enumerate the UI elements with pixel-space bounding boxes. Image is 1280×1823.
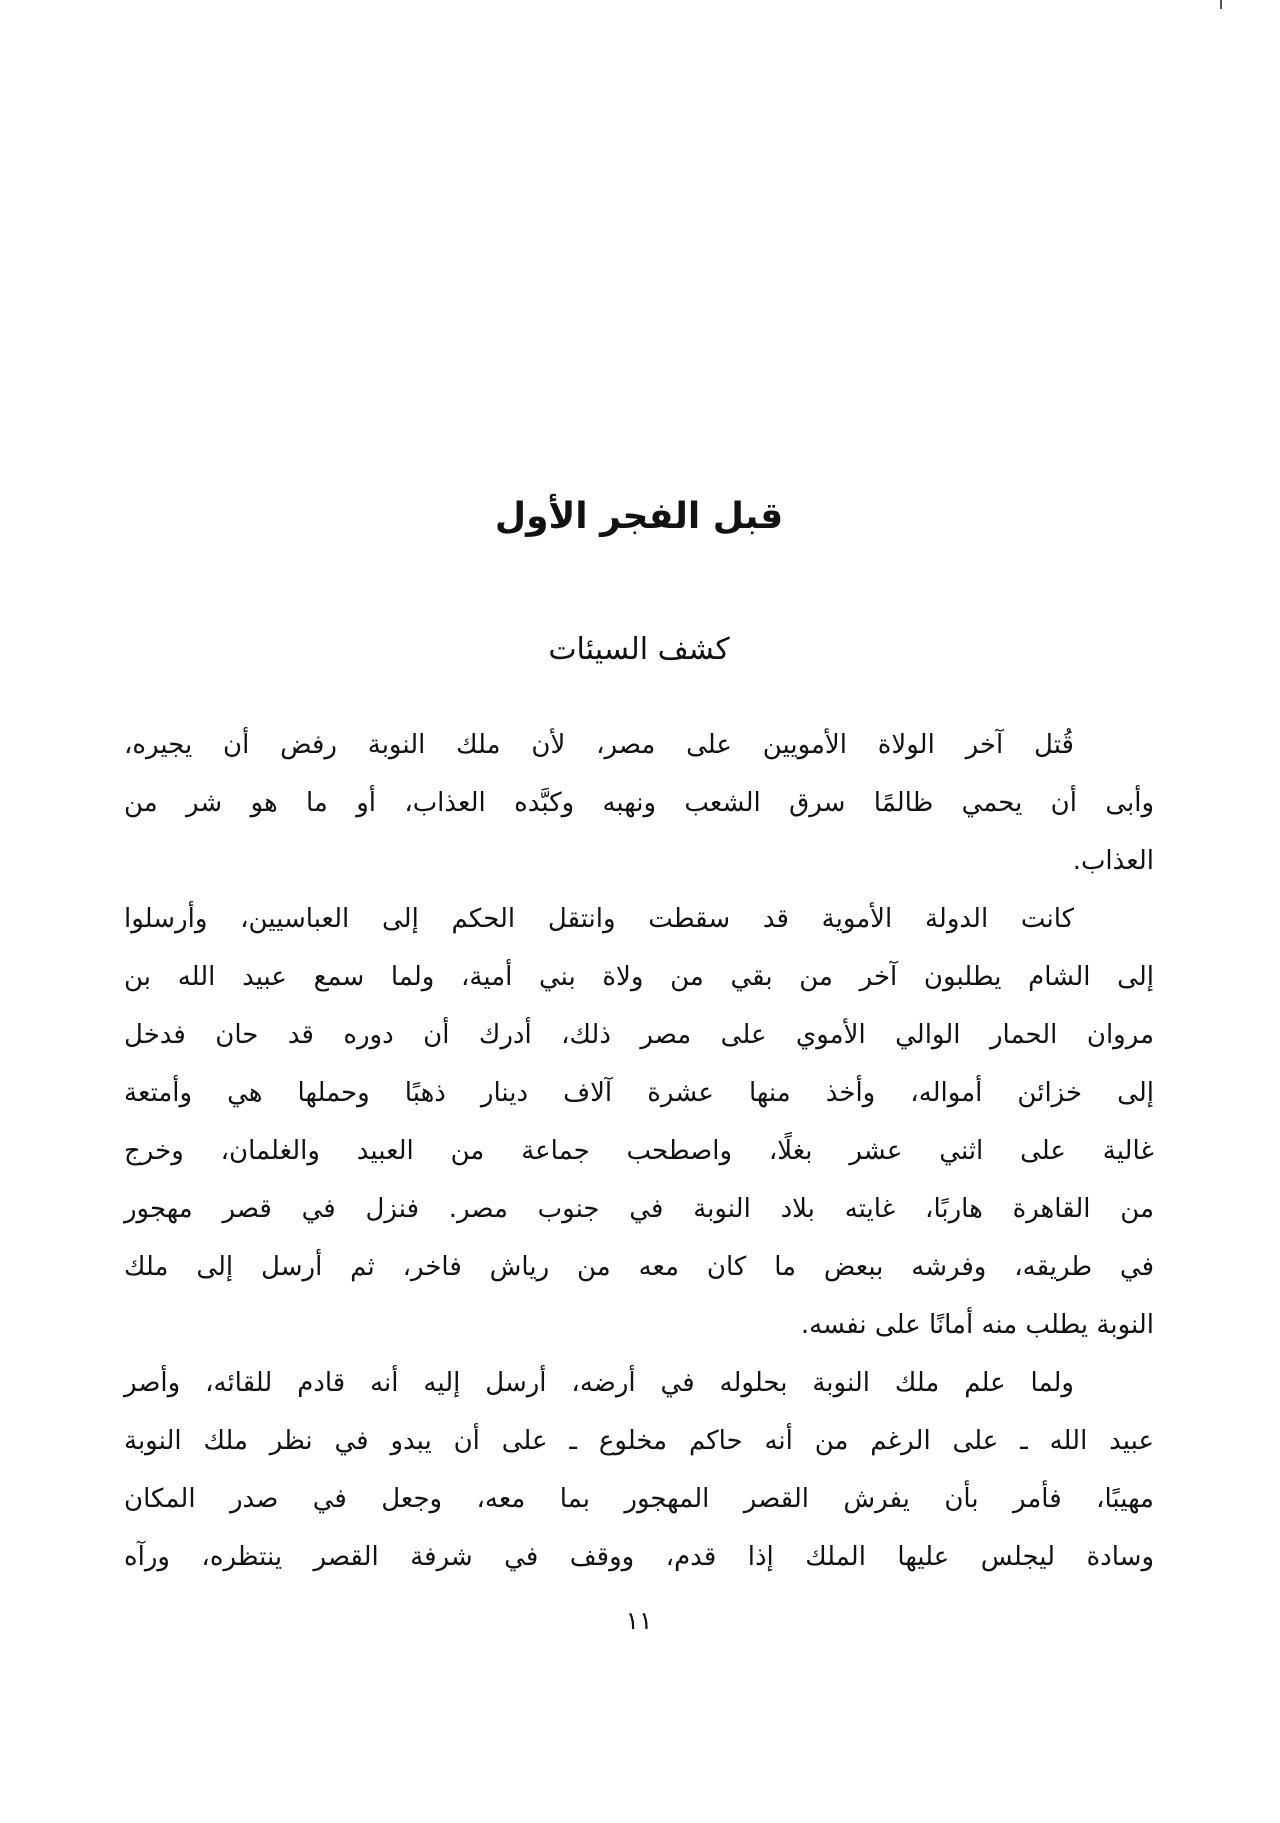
text-line: إلى الشام يطلبون آخر من بقي من ولاة بني أمية، ولما سمع عبيد الله بن — [124, 962, 1154, 992]
section-heading: كشف السيئات — [548, 632, 730, 667]
text-line: غالية على اثني عشر بغلًا، واصطحب جماعة من العبيد والغلمان، وخرج — [124, 1136, 1154, 1166]
body-text — [124, 716, 1154, 1586]
page-number: ١١ — [625, 1606, 653, 1635]
text-line: ولما علم ملك النوبة بحلوله في أرضه، أرسل إليه أنه قادم للقائه، وأصر — [124, 1368, 1074, 1398]
text-line: مهيبًا، فأمر بأن يفرش القصر المهجور بما معه، وجعل في صدر المكان — [124, 1484, 1154, 1514]
text-line: إلى خزائن أمواله، وأخذ منها عشرة آلاف دينار ذهبًا وحملها هي وأمتعة — [124, 1078, 1154, 1108]
text-line: كانت الدولة الأموية قد سقطت وانتقل الحكم إلى العباسيين، وأرسلوا — [124, 904, 1074, 934]
text-line: وسادة ليجلس عليها الملك إذا قدم، ووقف في شرفة القصر ينتظره، ورآه — [124, 1542, 1154, 1572]
crop-mark — [1220, 0, 1222, 9]
text-line: عبيد الله ـ على الرغم من أنه حاكم مخلوع ـ على أن يبدو في نظر ملك النوبة — [124, 1426, 1154, 1456]
text-line: في طريقه، وفرشه ببعض ما كان معه من رياش فاخر، ثم أرسل إلى ملك — [124, 1252, 1154, 1282]
paragraph-3 — [124, 1354, 1154, 1586]
text-line: وأبى أن يحمي ظالمًا سرق الشعب ونهبه وكبَّده العذاب، أو ما هو شر من — [124, 788, 1154, 818]
text-line: العذاب. — [1072, 846, 1154, 876]
chapter-title: قبل الفجر الأول — [494, 496, 784, 537]
paragraph-1 — [124, 716, 1154, 890]
text-line: قُتل آخر الولاة الأمويين على مصر، لأن ملك النوبة رفض أن يجيره، — [124, 730, 1074, 760]
text-line: من القاهرة هاربًا، غايته بلاد النوبة في جنوب مصر. فنزل في قصر مهجور — [124, 1194, 1154, 1224]
text-line: مروان الحمار الوالي الأموي على مصر ذلك، أدرك أن دوره قد حان فدخل — [124, 1020, 1154, 1050]
text-line: النوبة يطلب منه أمانًا على نفسه. — [800, 1310, 1154, 1340]
paragraph-2 — [124, 890, 1154, 1354]
